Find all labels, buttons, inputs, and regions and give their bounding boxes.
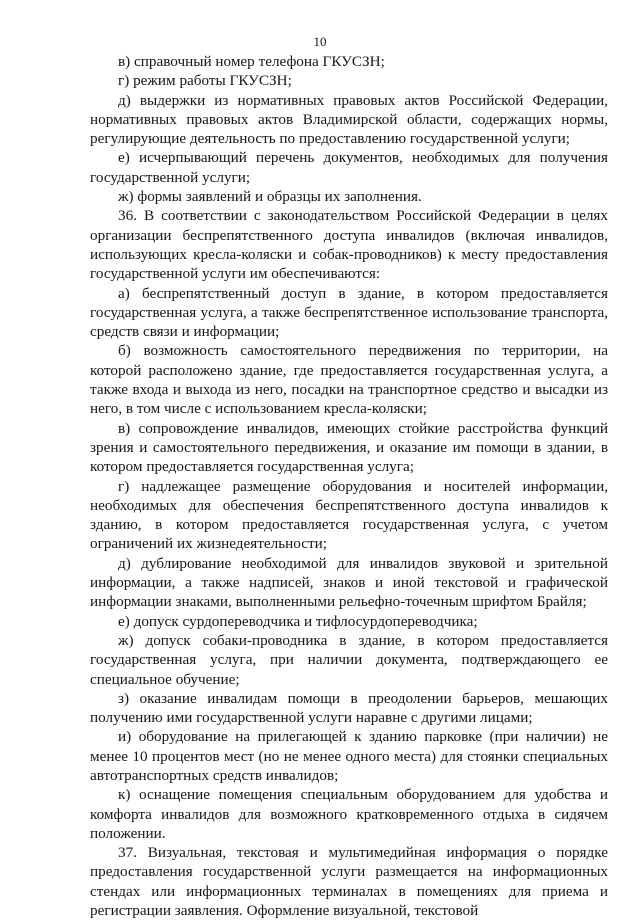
paragraph-36-item-v: в) сопровождение инвалидов, имеющих стойкие расстройства функций зрения и самостоятельного передвижения, и оказание им помощи в здании, в котором предоставляется государственная услуга;: [90, 419, 608, 476]
paragraph-36-item-d: д) дублирование необходимой для инвалидов звуковой и зрительной информации, а также надписей, знаков и иной текстовой и графической информации знаками, выполненными рельефно-точечным шрифтом Брайля;: [90, 554, 608, 611]
paragraph-36-item-e: е) допуск сурдопереводчика и тифлосурдопереводчика;: [118, 612, 478, 630]
paragraph-item-v-phone: в) справочный номер телефона ГКУСЗН;: [118, 53, 385, 70]
paragraph-item-zh-forms: ж) формы заявлений и образцы их заполнения.: [118, 188, 422, 206]
paragraph-item-e-documents-list: е) исчерпывающий перечень документов, необходимых для получения государственной услуги;: [90, 149, 608, 186]
paragraph-item-d-legal-extracts: д) выдержки из нормативных правовых актов Российской Федерации, нормативных правовых актов Владимирской области, содержащих нормы, регулирующие деятельность по предоставлению государственной услуги;: [90, 91, 608, 148]
paragraph-item-g-schedule: г) режим работы ГКУСЗН;: [118, 72, 292, 90]
paragraph-clause-36: 36. В соответствии с законодательством Российской Федерации в целях организации беспрепятственного доступа инвалидов (включая инвалидов, использующих кресла-коляски и собак-проводников) к месту предоставления государственной услуги им обеспечиваются:: [90, 207, 608, 283]
paragraph-36-item-a: а) беспрепятственный доступ в здание, в котором предоставляется государственная услуга, а также беспрепятственное использование транспорта, средств связи и информации;: [90, 284, 608, 341]
paragraph-36-item-k: к) оснащение помещения специальным оборудованием для удобства и комфорта инвалидов для возможного кратковременного отдыха в сидячем положении.: [90, 786, 608, 842]
document-body: [90, 52, 608, 920]
paragraph-36-item-g: г) надлежащее размещение оборудования и носителей информации, необходимых для обеспечения беспрепятственного доступа инвалидов к зданию, в котором предоставляется государственная услуга, с учетом ограничений их жизнедеятельности;: [90, 477, 608, 553]
paragraph-36-item-i: и) оборудование на прилегающей к зданию парковке (при наличии) не менее 10 процентов мест (но не менее одного места) для стоянки специальных автотранспортных средств инвалидов;: [90, 728, 608, 784]
paragraph-36-item-z: з) оказание инвалидам помощи в преодолении барьеров, мешающих получению ими государственной услуги наравне с другими лицами;: [90, 689, 608, 727]
page-number: 10: [313, 34, 327, 49]
paragraph-clause-37: 37. Визуальная, текстовая и мультимедийная информация о порядке предоставления государственной услуги размещается на информационных стендах или информационных терминалах в помещениях для приема и регистрации заявления. Оформление визуальной, текстовой: [90, 844, 608, 920]
paragraph-36-item-b: б) возможность самостоятельного передвижения по территории, на которой расположено здание, где предоставляется государственная услуга, а также входа и выхода из него, посадки на транспортное средство и высадки из него, в том числе с использованием кресла-коляски;: [90, 342, 608, 418]
paragraph-36-item-zh: ж) допуск собаки-проводника в здание, в котором предоставляется государственная услуга, при наличии документа, подтверждающего ее специальное обучение;: [90, 631, 608, 688]
